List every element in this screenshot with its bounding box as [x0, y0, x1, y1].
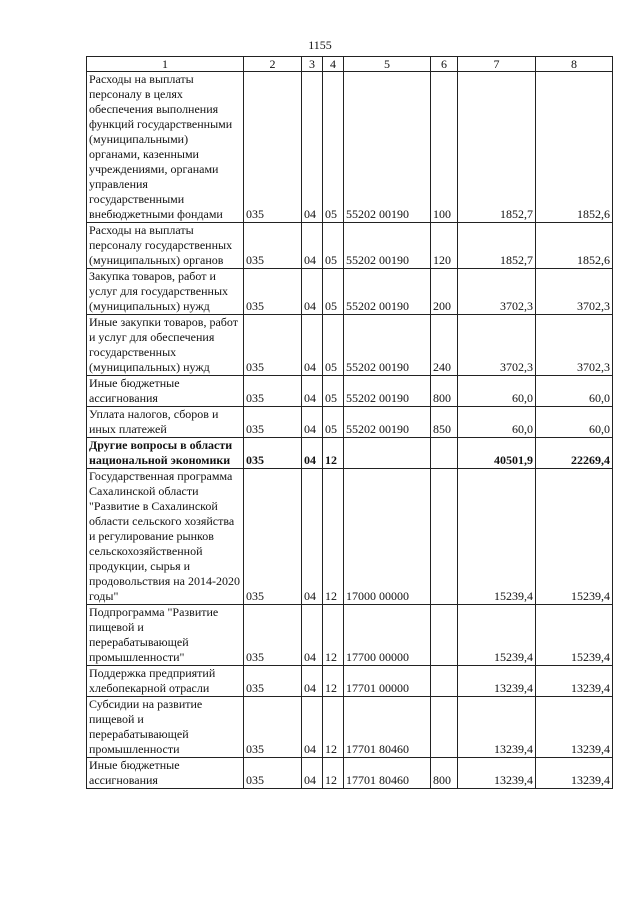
ministry-code-cell: 035: [244, 469, 302, 605]
expense-name-cell: Расходы на выплаты персоналу государственных (муниципальных) органов: [87, 223, 244, 269]
section-code-cell: 04: [302, 315, 323, 376]
expense-name-cell: Государственная программа Сахалинской области "Развитие в Сахалинской области сельского хозяйства и регулирование рынков сельскохозяйственной продукции, сырья и продовольствия на 2014-2020 годы": [87, 469, 244, 605]
expense-type-cell: 240: [431, 315, 458, 376]
section-code-cell: 04: [302, 72, 323, 223]
subsection-code-cell: 12: [323, 697, 344, 758]
table-row: [87, 407, 613, 438]
subsection-code-cell: 12: [323, 758, 344, 789]
section-code-cell: 04: [302, 469, 323, 605]
section-code-cell: 04: [302, 269, 323, 315]
column-header: 3: [302, 57, 323, 72]
ministry-code-cell: 035: [244, 269, 302, 315]
target-article-cell: 17701 00000: [344, 666, 431, 697]
expense-name-cell: Иные закупки товаров, работ и услуг для обеспечения государственных (муниципальных) нужд: [87, 315, 244, 376]
amount-2020-cell: 60,0: [536, 407, 613, 438]
expense-name-cell: Иные бюджетные ассигнования: [87, 758, 244, 789]
ministry-code-cell: 035: [244, 376, 302, 407]
expense-type-cell: 120: [431, 223, 458, 269]
amount-2020-cell: 1852,6: [536, 223, 613, 269]
amount-2019-cell: 15239,4: [458, 469, 536, 605]
section-code-cell: 04: [302, 666, 323, 697]
table-header-row: [87, 57, 613, 72]
ministry-code-cell: 035: [244, 697, 302, 758]
subsection-code-cell: 05: [323, 72, 344, 223]
amount-2020-cell: 13239,4: [536, 697, 613, 758]
target-article-cell: 55202 00190: [344, 315, 431, 376]
ministry-code-cell: 035: [244, 315, 302, 376]
expense-name-cell: Подпрограмма "Развитие пищевой и перерабатывающей промышленности": [87, 605, 244, 666]
table-row: [87, 223, 613, 269]
amount-2019-cell: 40501,9: [458, 438, 536, 469]
ministry-code-cell: 035: [244, 72, 302, 223]
subsection-code-cell: 05: [323, 407, 344, 438]
amount-2019-cell: 1852,7: [458, 223, 536, 269]
expense-type-cell: 800: [431, 758, 458, 789]
section-code-cell: 04: [302, 758, 323, 789]
table-row: [87, 315, 613, 376]
section-code-cell: 04: [302, 223, 323, 269]
target-article-cell: 17000 00000: [344, 469, 431, 605]
expense-name-cell: Закупка товаров, работ и услуг для государственных (муниципальных) нужд: [87, 269, 244, 315]
column-header: 6: [431, 57, 458, 72]
section-code-cell: 04: [302, 605, 323, 666]
target-article-cell: 55202 00190: [344, 72, 431, 223]
table-row: [87, 605, 613, 666]
amount-2020-cell: 15239,4: [536, 605, 613, 666]
target-article-cell: 55202 00190: [344, 376, 431, 407]
subsection-code-cell: 12: [323, 438, 344, 469]
expense-name-cell: Поддержка предприятий хлебопекарной отрасли: [87, 666, 244, 697]
ministry-code-cell: 035: [244, 758, 302, 789]
amount-2019-cell: 13239,4: [458, 697, 536, 758]
section-code-cell: 04: [302, 438, 323, 469]
ministry-code-cell: 035: [244, 223, 302, 269]
column-header: 2: [244, 57, 302, 72]
table-row: [87, 72, 613, 223]
column-header: 5: [344, 57, 431, 72]
expense-type-cell: [431, 469, 458, 605]
table-row: [87, 697, 613, 758]
subsection-code-cell: 05: [323, 269, 344, 315]
target-article-cell: [344, 438, 431, 469]
amount-2019-cell: 3702,3: [458, 269, 536, 315]
amount-2020-cell: 13239,4: [536, 758, 613, 789]
amount-2020-cell: 3702,3: [536, 269, 613, 315]
table-row: [87, 666, 613, 697]
target-article-cell: 17700 00000: [344, 605, 431, 666]
amount-2019-cell: 13239,4: [458, 758, 536, 789]
amount-2019-cell: 60,0: [458, 376, 536, 407]
section-code-cell: 04: [302, 376, 323, 407]
column-header: 4: [323, 57, 344, 72]
amount-2020-cell: 22269,4: [536, 438, 613, 469]
table-row: [87, 438, 613, 469]
table-row: [87, 469, 613, 605]
column-header: 8: [536, 57, 613, 72]
expense-type-cell: 850: [431, 407, 458, 438]
section-code-cell: 04: [302, 407, 323, 438]
expense-name-cell: Другие вопросы в области национальной экономики: [87, 438, 244, 469]
amount-2020-cell: 13239,4: [536, 666, 613, 697]
expense-type-cell: [431, 666, 458, 697]
table-row: [87, 269, 613, 315]
table-row: [87, 376, 613, 407]
section-code-cell: 04: [302, 697, 323, 758]
expense-type-cell: 800: [431, 376, 458, 407]
subsection-code-cell: 12: [323, 469, 344, 605]
amount-2020-cell: 60,0: [536, 376, 613, 407]
expense-type-cell: 100: [431, 72, 458, 223]
column-header: 1: [87, 57, 244, 72]
amount-2020-cell: 15239,4: [536, 469, 613, 605]
subsection-code-cell: 12: [323, 605, 344, 666]
expense-name-cell: Уплата налогов, сборов и иных платежей: [87, 407, 244, 438]
target-article-cell: 55202 00190: [344, 269, 431, 315]
amount-2019-cell: 60,0: [458, 407, 536, 438]
ministry-code-cell: 035: [244, 666, 302, 697]
target-article-cell: 17701 80460: [344, 758, 431, 789]
expense-name-cell: Расходы на выплаты персоналу в целях обеспечения выполнения функций государственными (муниципальными) органами, казенными учреждениями, органами управления государственными внебюджетными фондами: [87, 72, 244, 223]
page-number: 1155: [308, 38, 332, 52]
subsection-code-cell: 12: [323, 666, 344, 697]
subsection-code-cell: 05: [323, 315, 344, 376]
amount-2019-cell: 15239,4: [458, 605, 536, 666]
table-row: [87, 758, 613, 789]
expense-type-cell: [431, 605, 458, 666]
subsection-code-cell: 05: [323, 223, 344, 269]
ministry-code-cell: 035: [244, 605, 302, 666]
target-article-cell: 55202 00190: [344, 407, 431, 438]
budget-table: [86, 56, 613, 789]
expense-type-cell: 200: [431, 269, 458, 315]
amount-2019-cell: 13239,4: [458, 666, 536, 697]
expense-type-cell: [431, 697, 458, 758]
ministry-code-cell: 035: [244, 407, 302, 438]
expense-type-cell: [431, 438, 458, 469]
ministry-code-cell: 035: [244, 438, 302, 469]
subsection-code-cell: 05: [323, 376, 344, 407]
amount-2020-cell: 3702,3: [536, 315, 613, 376]
target-article-cell: 55202 00190: [344, 223, 431, 269]
expense-name-cell: Иные бюджетные ассигнования: [87, 376, 244, 407]
expense-name-cell: Субсидии на развитие пищевой и перерабатывающей промышленности: [87, 697, 244, 758]
amount-2019-cell: 1852,7: [458, 72, 536, 223]
amount-2019-cell: 3702,3: [458, 315, 536, 376]
target-article-cell: 17701 80460: [344, 697, 431, 758]
column-header: 7: [458, 57, 536, 72]
amount-2020-cell: 1852,6: [536, 72, 613, 223]
